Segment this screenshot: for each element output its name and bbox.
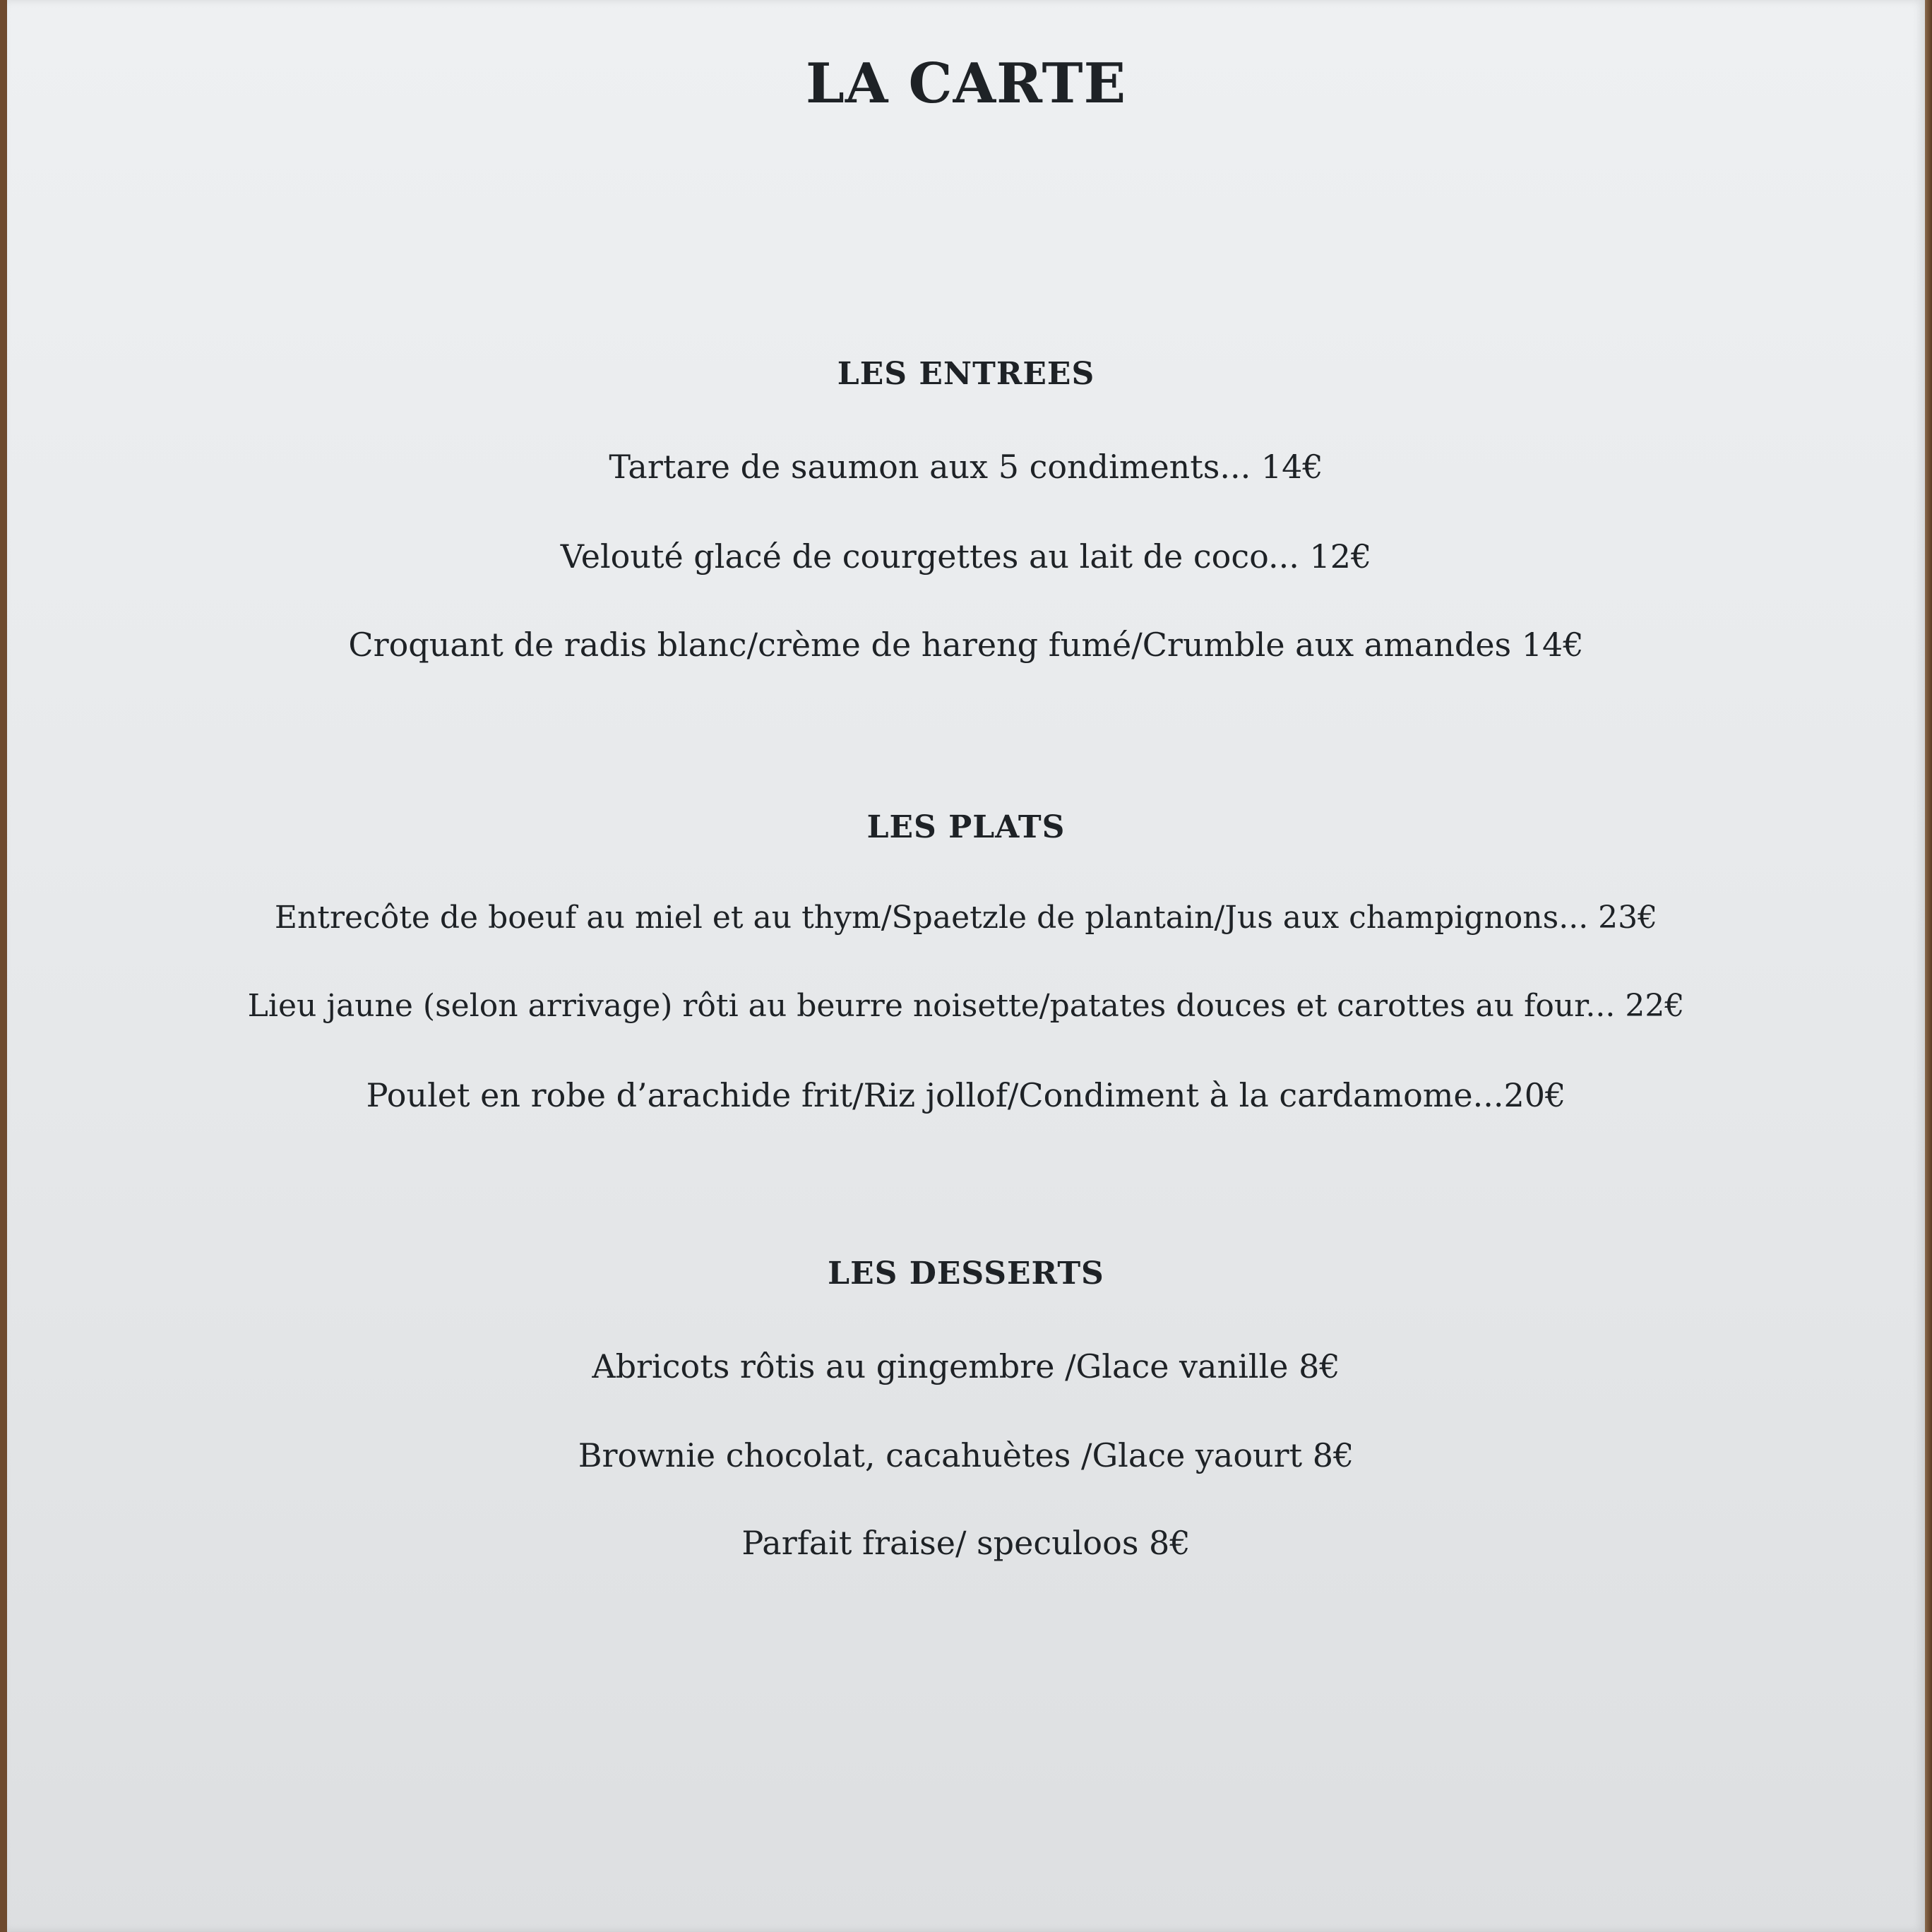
menu-paper (7, 0, 1925, 1932)
menu-item: Velouté glacé de courgettes au lait de coco... 12€ (560, 537, 1372, 576)
menu-item: Croquant de radis blanc/crème de hareng fumé/Crumble aux amandes 14€ (348, 626, 1584, 664)
menu-item: Tartare de saumon aux 5 condiments... 14€ (609, 448, 1323, 486)
section-heading-plats: LES PLATS (866, 809, 1066, 845)
menu-title: LA CARTE (805, 52, 1127, 116)
section-heading-desserts: LES DESSERTS (828, 1256, 1104, 1292)
menu-item: Parfait fraise/ speculoos 8€ (741, 1524, 1191, 1562)
section-heading-entrees: LES ENTREES (837, 356, 1095, 392)
menu-item: Lieu jaune (selon arrivage) rôti au beurre noisette/patates douces et carottes au four... 22€ (247, 988, 1685, 1024)
menu-item: Poulet en robe d’arachide frit/Riz jollof/Condiment à la cardamome...20€ (366, 1076, 1566, 1114)
table-edge (1925, 0, 1932, 1932)
menu-item: Entrecôte de boeuf au miel et au thym/Spaetzle de plantain/Jus aux champignons... 23€ (274, 900, 1658, 936)
menu-item: Brownie chocolat, cacahuètes /Glace yaourt 8€ (578, 1436, 1354, 1474)
menu-item: Abricots rôtis au gingembre /Glace vanille 8€ (592, 1347, 1340, 1385)
